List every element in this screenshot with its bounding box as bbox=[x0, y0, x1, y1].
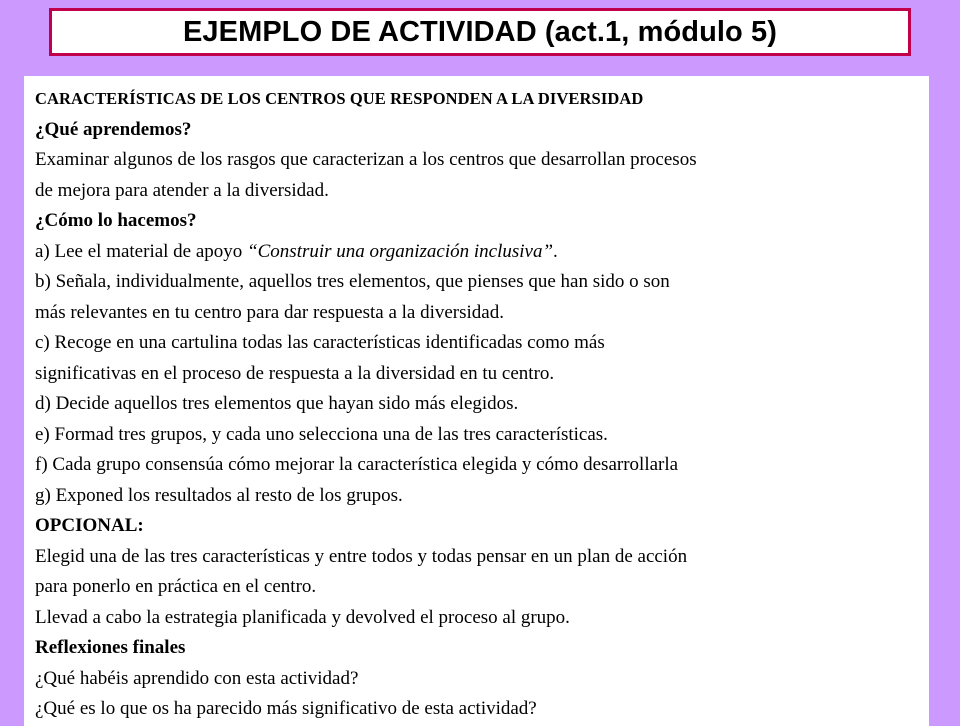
question-how: ¿Cómo lo hacemos? bbox=[35, 210, 197, 231]
question-learn: ¿Qué aprendemos? bbox=[35, 118, 192, 140]
step-f: f) Cada grupo consensúa cómo mejorar la característica elegida y cómo desarrollarla bbox=[35, 454, 679, 475]
step-a-suffix: . bbox=[553, 240, 558, 262]
step-a-material-title: “Construir una organización inclusiva” bbox=[247, 240, 554, 262]
content-panel bbox=[24, 76, 929, 726]
step-c-line-2: significativas en el proceso de respuesta a la diversidad en tu centro. bbox=[35, 362, 555, 384]
section-heading: CARACTERÍSTICAS DE LOS CENTROS QUE RESPONDEN A LA DIVERSIDAD bbox=[35, 89, 644, 108]
optional-line-1: Elegid una de las tres características y entre todos y todas pensar en un plan de acción bbox=[35, 545, 688, 567]
title-box bbox=[49, 8, 911, 56]
step-g: g) Exponed los resultados al resto de los grupos. bbox=[35, 484, 403, 506]
step-a bbox=[35, 237, 929, 268]
reflection-question-1: ¿Qué habéis aprendido con esta actividad? bbox=[35, 667, 359, 689]
optional-line-3: Llevad a cabo la estrategia planificada y devolved el proceso al grupo. bbox=[35, 606, 570, 628]
reflections-heading: Reflexiones finales bbox=[35, 637, 186, 658]
step-c-line-1: c) Recoge en una cartulina todas las características identificadas como más bbox=[35, 332, 605, 353]
step-a-prefix: a) Lee el material de apoyo bbox=[35, 240, 248, 262]
objective-line-2: de mejora para atender a la diversidad. bbox=[35, 179, 329, 201]
step-e: e) Formad tres grupos, y cada uno selecciona una de las tres características. bbox=[35, 423, 608, 445]
slide-title: EJEMPLO DE ACTIVIDAD (act.1, módulo 5) bbox=[182, 15, 778, 48]
step-b-line-1: b) Señala, individualmente, aquellos tres elementos, que pienses que han sido o son bbox=[35, 271, 670, 292]
objective-line-1: Examinar algunos de los rasgos que caracterizan a los centros que desarrollan procesos bbox=[35, 149, 697, 170]
step-b-line-2: más relevantes en tu centro para dar respuesta a la diversidad. bbox=[35, 301, 504, 323]
reflection-question-2: ¿Qué es lo que os ha parecido más significativo de esta actividad? bbox=[35, 698, 537, 719]
optional-heading: OPCIONAL: bbox=[35, 515, 144, 536]
step-d: d) Decide aquellos tres elementos que hayan sido más elegidos. bbox=[35, 393, 519, 414]
optional-line-2: para ponerlo en práctica en el centro. bbox=[35, 576, 317, 597]
activity-text bbox=[35, 84, 929, 725]
